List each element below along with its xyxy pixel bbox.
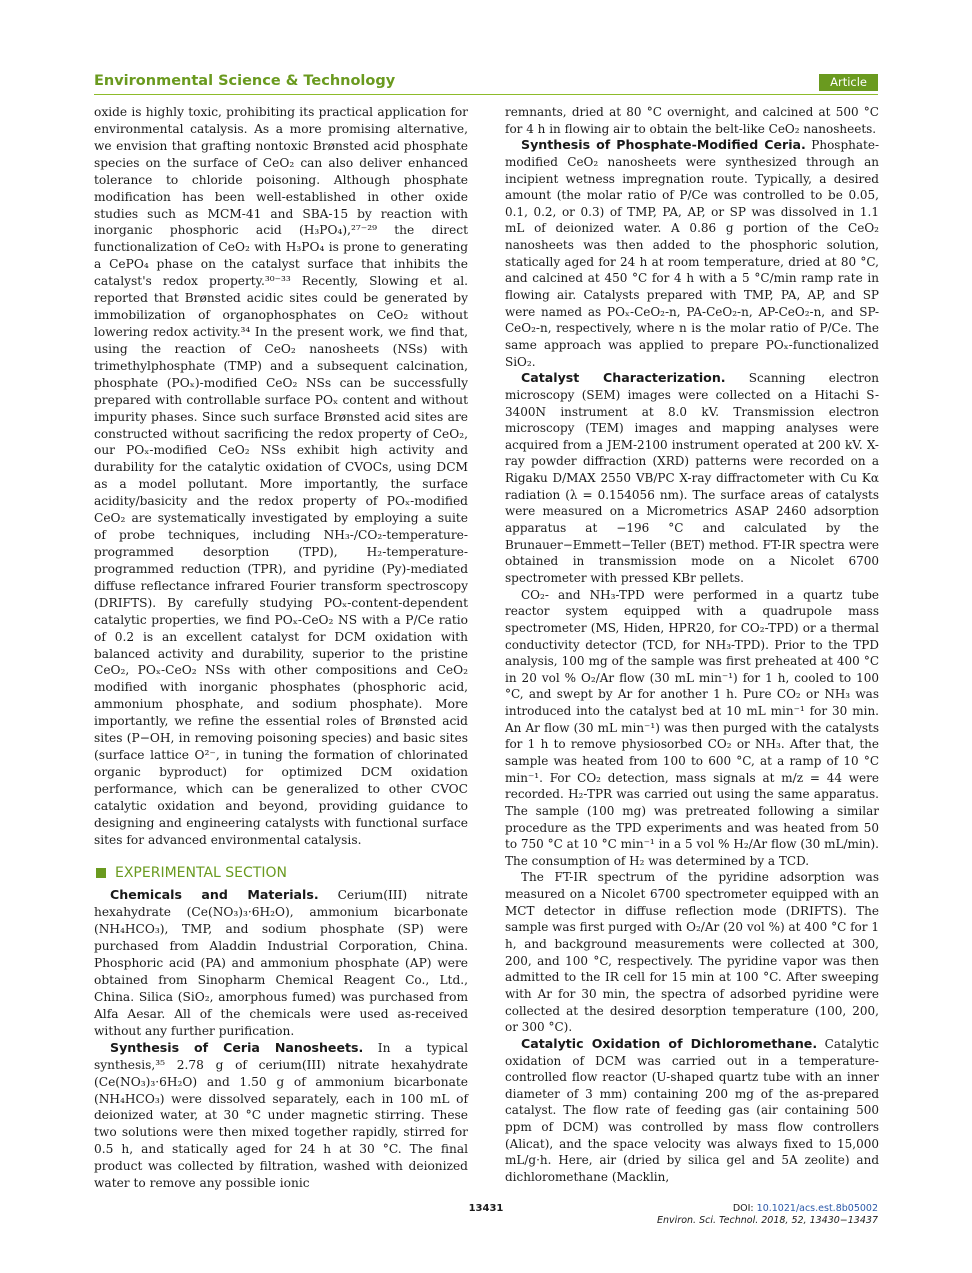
oxidation-heading: Catalytic Oxidation of Dichloromethane. <box>521 1035 818 1051</box>
doi-link[interactable]: 10.1021/acs.est.8b05002 <box>756 1203 878 1214</box>
page-number: 13431 <box>468 1203 504 1214</box>
doi-prefix: DOI: <box>732 1203 757 1214</box>
tpd-paragraph: CO₂- and NH₃-TPD were performed in a quartz tube reactor system equipped with a quadrupole mass spectrometer (MS, Hiden, HPR20, for CO₂-TPD) or a thermal conductivity detector (TCD, for NH₃-TPD). Prior to the TPD analysis, 100 mg of the sample was first preheated at 400 °C in 20 vol % O₂/Ar flow (30 mL min⁻¹) for 1 h, cooled to 100 °C, and swept by Ar for another 1 h. Pure CO₂ or NH₃ was introduced into the catalyst bed at 10 mL min⁻¹ for 30 min. An Ar flow (30 mL min⁻¹) was then purged with the catalysts for 1 h to remove physiosorbed CO₂ or NH₃. After that, the sample was heated from 100 to 600 °C, at a ramp of 10 °C min⁻¹. For CO₂ detection, mass signals at m/z = 44 were recorded. H₂-TPR was carried out using the same apparatus. The sample (100 mg) was pretreated following a similar procedure as the TPD experiments and was heated from 50 to 750 °C at 10 °C min⁻¹ in a 5 vol % H₂/Ar flow (30 mL/min). The consumption of H₂ was determined by a TCD. <box>505 587 879 868</box>
right-column <box>505 104 879 1186</box>
ftir-paragraph: The FT-IR spectrum of the pyridine adsorption was measured on a Nicolet 6700 spectrometer equipped with an MCT detector in diffuse reflection mode (DRIFTS). The sample was first purged with O₂/Ar (20 vol %) at 400 °C for 1 h, and background measurements were collected at 300, 200, and 100 °C, respectively. The pyridine vapor was then admitted to the IR cell for 15 min at 100 °C. After sweeping with Ar for 30 min, the spectra of adsorbed pyridine were collected at the desired desorption temperature (100, 200, or 300 °C). <box>505 870 879 1035</box>
phosphate-paragraph <box>505 137 879 370</box>
intro-paragraph: oxide is highly toxic, prohibiting its practical application for environmental catalysis. As a more promising alternative, we envision that grafting nontoxic Brønsted acid phosphate species on the surface of CeO₂ can also deliver enhanced tolerance to chloride poisoning. Although phosphate modification has been well-established in other oxide studies such as MCM-41 and SBA-15 by reaction with inorganic phosphoric acid (H₃PO₄),²⁷⁻²⁹ the direct functionalization of CeO₂ with H₃PO₄ is prone to generating a CePO₄ phase on the catalyst surface that inhibits the catalyst's redox property.³⁰⁻³³ Recently, Slowing et al. reported that Brønsted acidic sites could be generated by immobilization of organophosphates on CeO₂ without lowering redox activity.³⁴ In the present work, we find that, using the reaction of CeO₂ nanosheets (NSs) with trimethylphosphate (TMP) and a subsequent calcination, phosphate (POₓ)-modified CeO₂ NSs can be successfully prepared with controllable surface POₓ content and without impurity phases. Since such surface Brønsted acid sites are constructed without sacrificing the redox property of CeO₂, our POₓ-modified CeO₂ NSs exhibit high activity and durability for the catalytic oxidation of CVOCs, using DCM as a model pollutant. More importantly, the surface acidity/basicity and the redox property of POₓ-modified CeO₂ are systematically investigated by employing a suite of probe techniques, including NH₃-/CO₂-temperature-programmed desorption (TPD), H₂-temperature-programmed reduction (TPR), and pyridine (Py)-mediated diffuse reflectance infrared Fourier transform spectroscopy (DRIFTS). By carefully studying POₓ-content-dependent catalytic properties, we find POₓ-CeO₂ NS with a P/Ce ratio of 0.2 is an excellent catalyst for DCM oxidation with balanced activity and durability, superior to the pristine CeO₂, POₓ-CeO₂ NSs with other compositions and CeO₂ modified with inorganic phosphates (phosphoric acid, ammonium phosphate, and sodium phosphate). More importantly, we refine the essential roles of Brønsted acid sites (P−OH, in removing poisoning species) and basic sites (surface lattice O²⁻, in tuning the formation of chlorinated organic byproduct) for optimized DCM oxidation performance, which can be generalized to other CVOC catalytic oxidation and beyond, providing guidance to designing and engineering catalysts with functional surface sites for advanced environmental catalysis. <box>94 105 468 847</box>
journal-header <box>94 72 878 95</box>
chemicals-paragraph <box>94 887 468 1039</box>
article-type-badge: Article <box>819 74 878 91</box>
journal-citation: Environ. Sci. Technol. 2018, 52, 13430−13437 <box>657 1215 878 1226</box>
synthesis-text: In a typical synthesis,³⁵ 2.78 g of cerium(III) nitrate hexahydrate (Ce(NO₃)₃·6H₂O) and 1.50 g of ammonium bicarbonate (NH₄HCO₃) were dissolved separately, each in 100 mL of deionized water, at 30 °C under magnetic stirring. These two solutions were then mixed together rapidly, stirred for 0.5 h, and statically aged for 24 h at 30 °C. The final product was collected by filtration, washed with deionized water to remove any possible ionic <box>94 1040 468 1191</box>
chemicals-text: Cerium(III) nitrate hexahydrate (Ce(NO₃)₃·6H₂O), ammonium bicarbonate (NH₄HCO₃), TMP, and sodium phosphate (SP) were purchased from Aladdin Industrial Corporation, China. Phosphoric acid (PA) and ammonium phosphate (AP) were obtained from Sinopharm Chemical Reagent Co., Ltd., China. Silica (SiO₂, amorphous fumed) was purchased from Alfa Aesar. All of the chemicals were used as-received without any further purification. <box>94 888 468 1038</box>
section-square-icon <box>96 868 106 878</box>
phosphate-text: Phosphate-modified CeO₂ nanosheets were synthesized through an incipient wetness impregnation route. Typically, a desired amount (the molar ratio of P/Ce was controlled to be 0.05, 0.1, 0.2, or 0.3) of TMP, PA, AP, or SP was dissolved in 1.1 mL of deionized water. A 0.86 g portion of the CeO₂ nanosheets was then added to the phosphoric solution, statically aged for 24 h at room temperature, dried at 80 °C, and calcined at 450 °C for 4 h with a 5 °C/min ramp rate in flowing air. Catalysts prepared with TMP, PA, AP, and SP were named as POₓ-CeO₂-n, PA-CeO₂-n, AP-CeO₂-n, and SP-CeO₂-n, respectively, where n is the molar ratio of P/Ce. The same approach was applied to prepare POₓ-functionalized SiO₂. <box>505 138 880 369</box>
left-column <box>94 104 468 1192</box>
characterization-text: Scanning electron microscopy (SEM) images were collected on a Hitachi S-3400N instrument at 8.0 kV. Transmission electron microscopy (TEM) images and mapping analyses were acquired from a JEM-2100 instrument operated at 200 kV. X-ray powder diffraction (XRD) patterns were recorded on a Rigaku D/MAX 2550 VB/PC X-ray diffractometer with Cu Kα radiation (λ = 0.154056 nm). The surface areas of catalysts were measured on a Micrometrics ASAP 2460 adsorption apparatus at −196 °C and calculated by the Brunauer−Emmett−Teller (BET) method. FT-IR spectra were obtained in transmission mode on a Nicolet 6700 spectrometer with pressed KBr pellets. <box>505 371 879 585</box>
characterization-paragraph <box>505 370 879 586</box>
section-heading-text: EXPERIMENTAL SECTION <box>115 864 287 881</box>
oxidation-paragraph <box>505 1036 879 1186</box>
page-footer <box>94 1200 878 1230</box>
section-heading <box>94 865 468 882</box>
characterization-heading: Catalyst Characterization. <box>521 370 726 386</box>
chemicals-heading: Chemicals and Materials. <box>110 887 319 903</box>
phosphate-heading: Synthesis of Phosphate-Modified Ceria. <box>521 137 806 153</box>
continuation-paragraph: remnants, dried at 80 °C overnight, and calcined at 500 °C for 4 h in flowing air to obtain the belt-like CeO₂ nanosheets. <box>505 105 879 136</box>
footer-citation-block <box>657 1203 878 1227</box>
journal-name: Environmental Science & Technology <box>94 73 396 89</box>
synthesis-paragraph <box>94 1040 468 1192</box>
synthesis-heading: Synthesis of Ceria Nanosheets. <box>110 1039 364 1055</box>
doi-line <box>657 1203 878 1215</box>
oxidation-text: Catalytic oxidation of DCM was carried out in a temperature-controlled flow reactor (U-shaped quartz tube with an inner diameter of 3 mm) containing 200 mg of the as-prepared catalyst. The flow rate of feeding gas (air containing 500 ppm of DCM) was controlled by mass flow controllers (Alicat), and the space velocity was always fixed to 15,000 mL/g·h. Here, air (dried by silica gel and 5A zeolite) and dichloromethane (Macklin, <box>505 1036 879 1184</box>
